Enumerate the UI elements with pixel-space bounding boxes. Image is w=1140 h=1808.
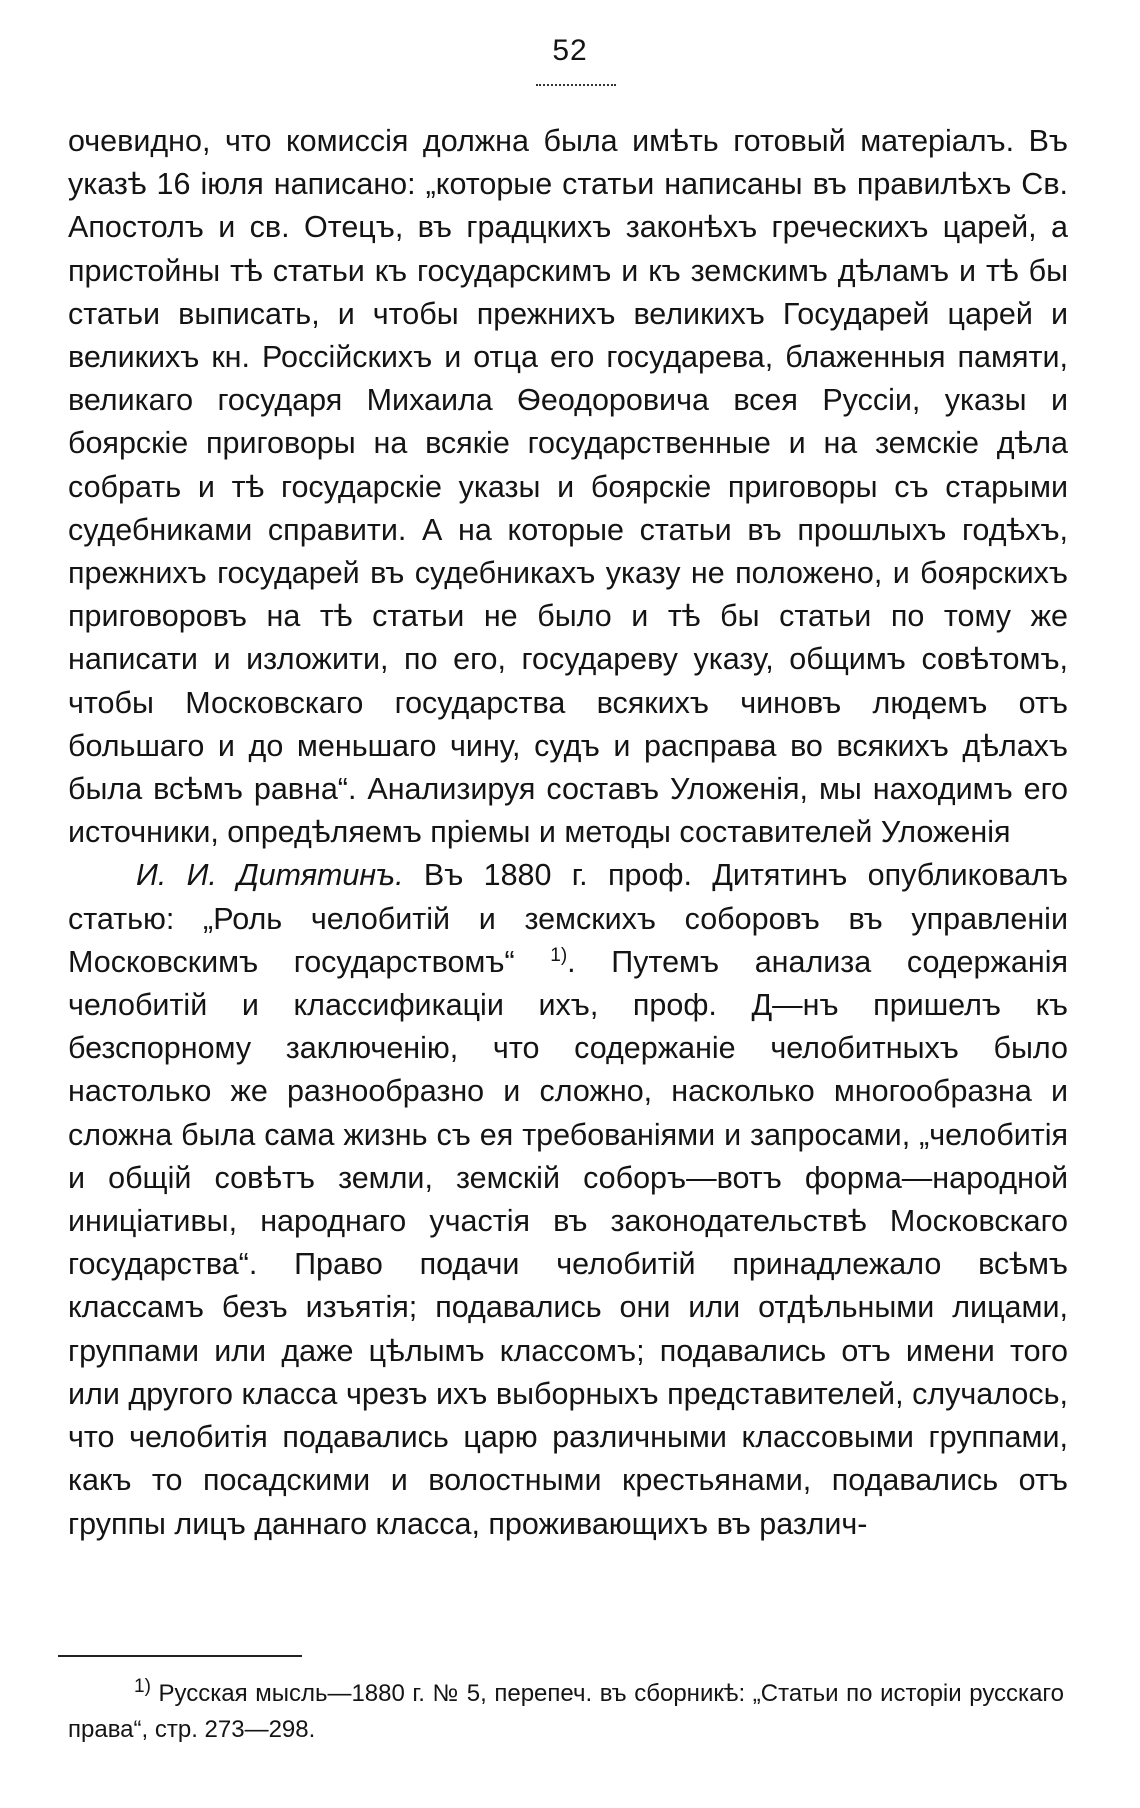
main-text <box>68 120 1068 1546</box>
paragraph-2 <box>68 854 1068 1545</box>
paragraph-1: очевидно, что комиссія должна была имѣть готовый матеріалъ. Въ указѣ 16 іюля написано: „которые статьи написаны въ правилѣхъ Св. Апостолъ и св. Отецъ, въ градцкихъ законѣхъ греческихъ царей, а пристойны тѣ статьи къ государскимъ и къ земскимъ дѣламъ и тѣ бы статьи выписать, и чтобы прежнихъ великихъ Государей царей и великихъ кн. Россійскихъ и отца его государева, блаженныя памяти, великаго государя Михаила Ѳеодоровича всея Руссіи, указы и боярскіе приговоры на всякіе государственные и на земскіе дѣла собрать и тѣ государскіе указы и боярскіе приговоры съ старыми судебниками справити. А на которые статьи въ прошлыхъ годѣхъ, прежнихъ государей въ судебникахъ указу не положено, и боярскихъ приговоровъ на тѣ статьи не было и тѣ бы статьи по тому же написати и изложити, по его, государеву указу, общимъ совѣтомъ, чтобы Московскаго государства всякихъ чиновъ людемъ отъ большаго и до меньшаго чину, судъ и расправа во всякихъ дѣлахъ была всѣмъ равна“. Анализируя составъ Уложенія, мы находимъ его источники, опредѣляемъ пріемы и методы составителей Уложенія <box>68 124 1068 850</box>
page-number-underline <box>536 84 616 86</box>
footnote-marker: 1) <box>134 1676 151 1697</box>
page-number: 52 <box>552 34 588 67</box>
paragraph-2-text-end: . Путемъ анализа содержанія челобитій и классификаціи ихъ, проф. Д—нъ пришелъ къ безспорному заключенію, что содержаніе челобитныхъ было настолько же разнообразно и сложно, насколько многообразна и сложна была сама жизнь съ ея требованіями и запросами, „челобитія и общій совѣтъ земли, земскій соборъ—вотъ форма—народной иниціативы, народнаго участія въ законодательствѣ Московскаго государства“. Право подачи челобитій принадлежало всѣмъ классамъ безъ изъятія; подавались они или отдѣльными лицами, группами или даже цѣлымъ классомъ; подавались отъ имени того или другого класса чрезъ ихъ выборныхъ представителей, случалось, что челобитія подавались царю различными классовыми группами, какъ то посадскими и волостными крестьянами, подавались отъ группы лицъ даннаго класса, проживающихъ въ различ- <box>68 944 1068 1541</box>
footnote <box>68 1676 1064 1748</box>
footnote-reference: 1) <box>550 944 568 966</box>
author-name: И. И. Дитятинъ. <box>136 858 404 893</box>
footnote-text: Русская мысль—1880 г. № 5, перепеч. въ сборникѣ: „Статьи по исторіи русскаго права“, стр. 273—298. <box>68 1680 1064 1743</box>
paragraph-2-text-start: Въ 1880 г. проф. Дитятинъ опубликовалъ статью: „Роль челобитій и земскихъ соборовъ въ управленіи Московскимъ государствомъ“ <box>68 858 1068 979</box>
footnote-divider <box>58 1655 302 1657</box>
